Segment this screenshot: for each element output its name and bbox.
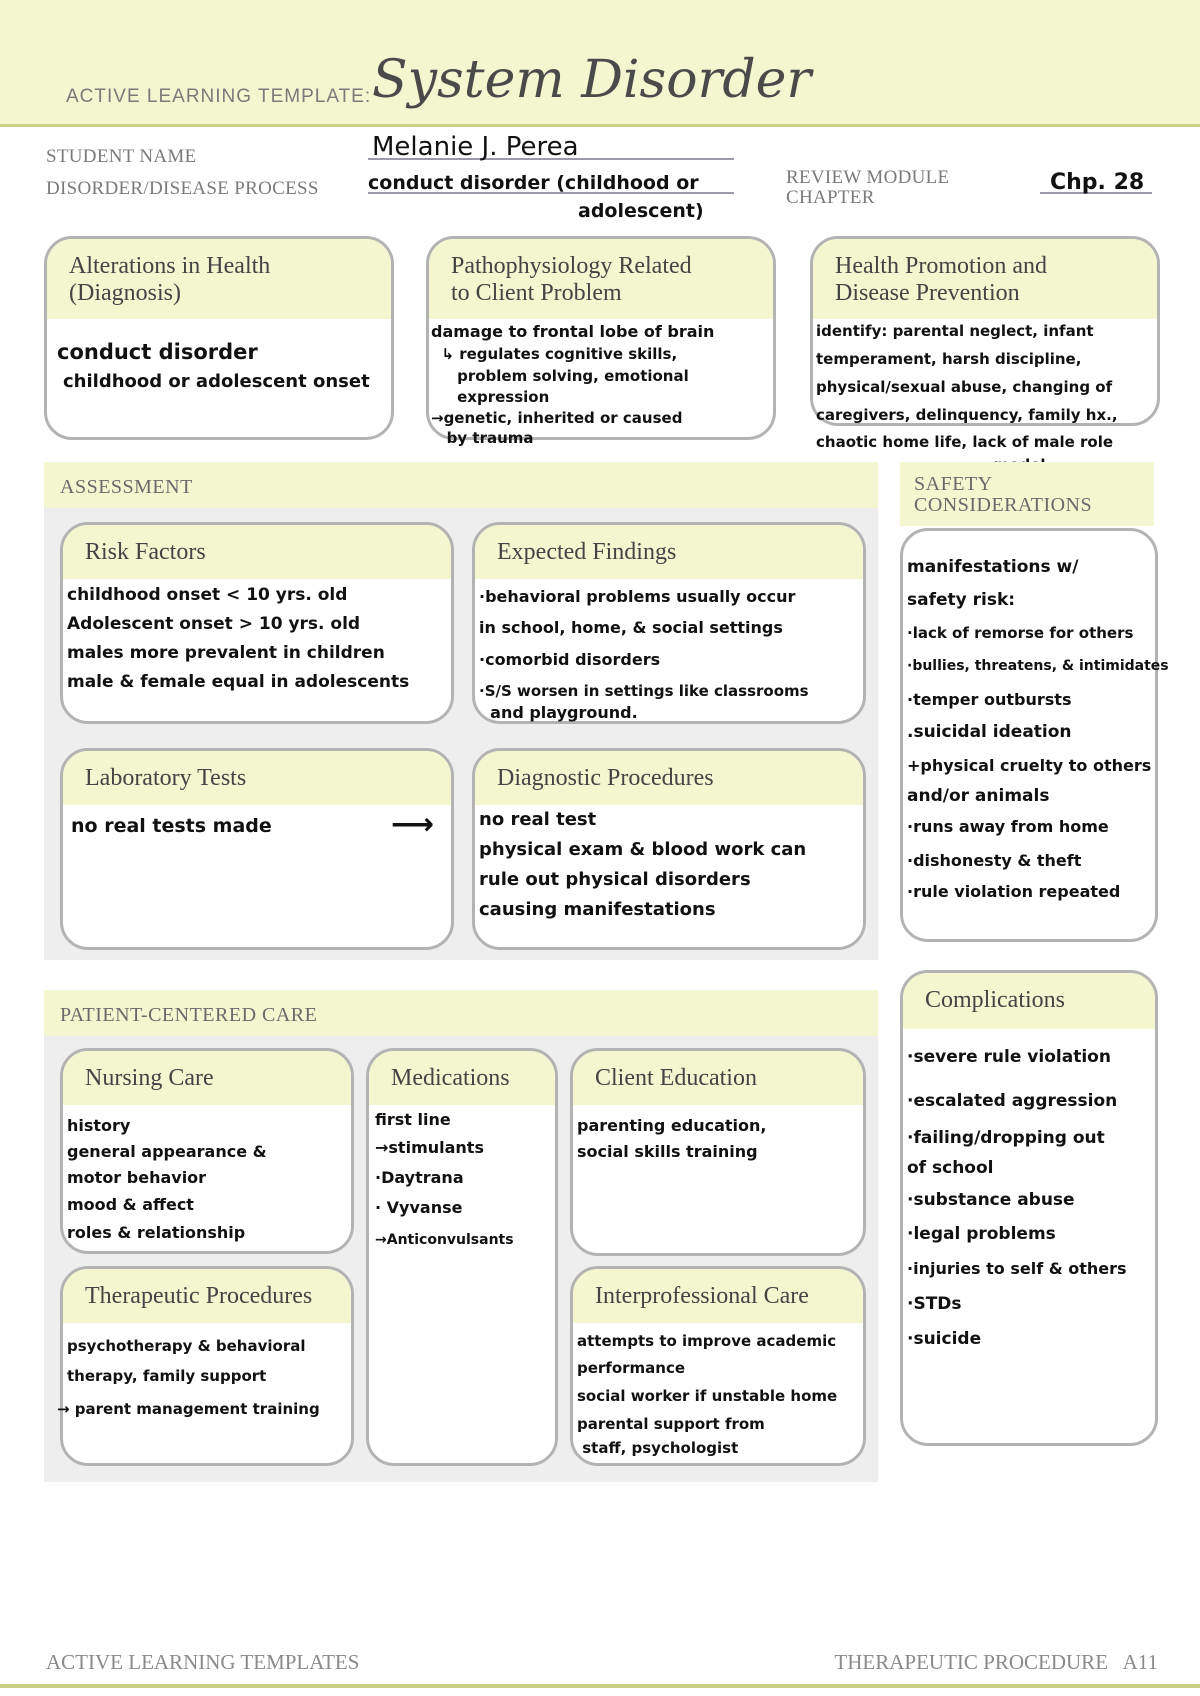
safety-line: ·runs away from home — [907, 817, 1109, 836]
interprofessional-care-line: attempts to improve academic — [577, 1332, 837, 1350]
diagnostic-procedures-line: rule out physical disorders — [479, 869, 751, 890]
health-promotion-title — [835, 253, 1047, 307]
complications-line: ·escalated aggression — [907, 1091, 1118, 1111]
diagnostic-procedures-content[interactable] — [479, 805, 893, 925]
expected-findings-header — [475, 525, 863, 579]
complications-line: ·failing/dropping out — [907, 1128, 1105, 1148]
complications-line: ·injuries to self & others — [907, 1259, 1127, 1278]
therapeutic-procedures-content[interactable] — [57, 1331, 381, 1427]
health-promotion-title-line2: Disease Prevention — [835, 280, 1020, 306]
safety-line: ·lack of remorse for others — [907, 624, 1134, 642]
health-promotion-header — [813, 239, 1157, 319]
therapeutic-procedures-line: therapy, family support — [67, 1367, 267, 1385]
laboratory-tests-title: Laboratory Tests — [85, 765, 247, 791]
complications-title: Complications — [925, 987, 1065, 1013]
client-education-title: Client Education — [595, 1065, 757, 1091]
safety-title — [914, 474, 1092, 516]
interprofessional-care-line: social worker if unstable home — [577, 1387, 838, 1405]
pathophysiology-line: expression — [431, 388, 550, 406]
nursing-care-line: motor behavior — [67, 1168, 207, 1187]
therapeutic-procedures-box — [57, 1266, 354, 1466]
diagnostic-procedures-line: causing manifestations — [479, 899, 716, 920]
laboratory-tests-line: no real tests made — [71, 815, 272, 837]
disorder-value-line2[interactable]: adolescent) — [578, 200, 704, 222]
interprofessional-care-line: staff, psychologist — [577, 1439, 739, 1457]
nursing-care-line: general appearance & — [67, 1142, 267, 1161]
footer-left: ACTIVE LEARNING TEMPLATES — [46, 1650, 360, 1674]
client-education-line: parenting education, — [577, 1116, 767, 1135]
risk-factors-content[interactable] — [67, 581, 481, 697]
pathophysiology-line: problem solving, emotional — [431, 367, 689, 385]
alterations-line: childhood or adolescent onset — [63, 371, 370, 392]
pathophysiology-line: →genetic, inherited or caused — [431, 409, 683, 427]
expected-findings-box — [472, 522, 866, 724]
expected-findings-title: Expected Findings — [497, 539, 677, 565]
medications-line: first line — [375, 1110, 451, 1129]
expected-findings-line: in school, home, & social settings — [479, 618, 783, 637]
safety-line: manifestations w/ — [907, 557, 1079, 577]
nursing-care-line: roles & relationship — [67, 1223, 246, 1242]
health-promotion-line: chaotic home life, lack of male role — [816, 433, 1114, 451]
interprofessional-care-content[interactable] — [577, 1327, 893, 1459]
disorder-label: DISORDER/DISEASE PROCESS — [46, 178, 319, 199]
pathophysiology-title — [451, 253, 692, 307]
assessment-title: ASSESSMENT — [60, 476, 193, 498]
expected-findings-line: ·behavioral problems usually occur — [479, 587, 796, 606]
complications-line: ·severe rule violation — [907, 1047, 1111, 1067]
safety-line: ·bullies, threatens, & intimidates — [907, 658, 1169, 674]
template-label: ACTIVE LEARNING TEMPLATE: — [66, 86, 372, 107]
review-module-label-line2: CHAPTER — [786, 187, 875, 208]
nursing-care-box — [60, 1048, 354, 1254]
student-name-value[interactable]: Melanie J. Perea — [372, 132, 579, 162]
disorder-value-line1[interactable]: conduct disorder (childhood or — [368, 172, 699, 194]
interprofessional-care-box — [570, 1266, 866, 1466]
template-title: System Disorder — [372, 50, 812, 110]
diagnostic-procedures-line: physical exam & blood work can — [479, 839, 807, 860]
nursing-care-content[interactable] — [67, 1113, 381, 1247]
risk-factors-header — [63, 525, 451, 579]
nursing-care-line: history — [67, 1116, 131, 1135]
interprofessional-care-header — [573, 1269, 863, 1323]
safety-title-line1: SAFETY — [914, 473, 993, 495]
expected-findings-line: and playground. — [479, 703, 638, 722]
health-promotion-line: caregivers, delinquency, family hx., — [816, 406, 1118, 424]
client-education-content[interactable] — [577, 1113, 893, 1165]
client-education-box — [570, 1048, 866, 1256]
medications-line: · Vyvanse — [375, 1198, 463, 1217]
medications-box — [366, 1048, 558, 1466]
complications-line: ·STDs — [907, 1294, 962, 1314]
complications-box — [900, 970, 1158, 1446]
risk-factors-title: Risk Factors — [85, 539, 206, 565]
health-promotion-title-line1: Health Promotion and — [835, 253, 1047, 279]
diagnostic-procedures-line: no real test — [479, 809, 597, 830]
health-promotion-line: identify: parental neglect, infant — [816, 322, 1094, 340]
interprofessional-care-line: performance — [577, 1359, 686, 1377]
safety-line: ·temper outbursts — [907, 690, 1072, 709]
complications-line: ·legal problems — [907, 1224, 1056, 1244]
client-education-header — [573, 1051, 863, 1105]
laboratory-tests-header — [63, 751, 451, 805]
therapeutic-procedures-header — [63, 1269, 351, 1323]
medications-title: Medications — [391, 1065, 510, 1091]
safety-title-line2: CONSIDERATIONS — [914, 494, 1093, 516]
alterations-content[interactable] — [57, 337, 383, 397]
interprofessional-care-line: parental support from — [577, 1415, 765, 1433]
safety-line: safety risk: — [907, 590, 1016, 610]
pathophysiology-title-line2: to Client Problem — [451, 280, 622, 306]
health-promotion-line: physical/sexual abuse, changing of — [816, 378, 1113, 396]
therapeutic-procedures-line: → parent management training — [57, 1400, 320, 1418]
pathophysiology-header — [429, 239, 773, 319]
student-name-label: STUDENT NAME — [46, 146, 197, 167]
pathophysiology-content[interactable] — [431, 321, 803, 447]
medications-header — [369, 1051, 555, 1105]
safety-box — [900, 528, 1169, 942]
health-promotion-line: temperament, harsh discipline, — [816, 350, 1082, 368]
safety-content[interactable] — [907, 551, 1200, 907]
alterations-header — [47, 239, 391, 319]
risk-factors-box — [60, 522, 454, 724]
nursing-care-title: Nursing Care — [85, 1065, 214, 1091]
safety-line: and/or animals — [907, 786, 1050, 806]
therapeutic-procedures-title: Therapeutic Procedures — [85, 1283, 313, 1309]
medications-line: →stimulants — [375, 1138, 484, 1157]
risk-factors-line: males more prevalent in children — [67, 643, 385, 663]
complications-content[interactable] — [907, 1035, 1175, 1357]
expected-findings-line: ·S/S worsen in settings like classrooms — [479, 682, 809, 700]
medications-line: ·Daytrana — [375, 1168, 464, 1187]
medications-line: →Anticonvulsants — [375, 1232, 514, 1248]
health-promotion-box — [810, 236, 1160, 451]
complications-header — [903, 973, 1155, 1029]
health-promotion-content[interactable] — [816, 317, 1165, 475]
review-module-label — [786, 168, 949, 208]
expected-findings-content[interactable] — [479, 581, 879, 721]
footer-right: THERAPEUTIC PROCEDURE A11 — [834, 1650, 1158, 1674]
complications-line: of school — [907, 1158, 994, 1178]
patient-centered-care-title: PATIENT-CENTERED CARE — [60, 1004, 318, 1026]
pathophysiology-title-line1: Pathophysiology Related — [451, 253, 692, 279]
alterations-box — [44, 236, 394, 440]
safety-line: +physical cruelty to others — [907, 756, 1152, 775]
pathophysiology-line: by trauma — [431, 429, 534, 447]
pathophysiology-line: damage to frontal lobe of brain — [431, 322, 715, 341]
medications-content[interactable] — [375, 1107, 575, 1257]
footer-divider — [0, 1684, 1200, 1688]
safety-line: .suicidal ideation — [907, 722, 1072, 742]
alterations-title-line1: Alterations in Health — [69, 253, 271, 279]
risk-factors-line: childhood onset < 10 yrs. old — [67, 585, 348, 605]
therapeutic-procedures-line: psychotherapy & behavioral — [67, 1337, 306, 1355]
safety-line: ·dishonesty & theft — [907, 851, 1082, 870]
diagnostic-procedures-header — [475, 751, 863, 805]
risk-factors-line: male & female equal in adolescents — [67, 672, 410, 692]
risk-factors-line: Adolescent onset > 10 yrs. old — [67, 614, 361, 634]
interprofessional-care-title: Interprofessional Care — [595, 1283, 809, 1309]
review-module-value[interactable]: Chp. 28 — [1050, 170, 1145, 195]
pathophysiology-line: ↳ regulates cognitive skills, — [431, 345, 678, 363]
diagnostic-procedures-box — [472, 748, 866, 950]
nursing-care-header — [63, 1051, 351, 1105]
client-education-line: social skills training — [577, 1142, 758, 1161]
diagnostic-procedures-title: Diagnostic Procedures — [497, 765, 714, 791]
laboratory-tests-box — [60, 748, 454, 950]
header-band — [0, 0, 1200, 127]
expected-findings-line: ·comorbid disorders — [479, 650, 661, 669]
complications-line: ·suicide — [907, 1329, 982, 1349]
alterations-title — [69, 253, 270, 307]
arrow-icon: ⟶ — [391, 807, 435, 842]
complications-line: ·substance abuse — [907, 1190, 1075, 1210]
alterations-line: conduct disorder — [57, 340, 258, 364]
safety-line: ·rule violation repeated — [907, 882, 1121, 901]
pathophysiology-box — [426, 236, 776, 447]
nursing-care-line: mood & affect — [67, 1195, 194, 1214]
alterations-title-line2: (Diagnosis) — [69, 280, 181, 306]
review-module-label-line1: REVIEW MODULE — [786, 167, 950, 188]
